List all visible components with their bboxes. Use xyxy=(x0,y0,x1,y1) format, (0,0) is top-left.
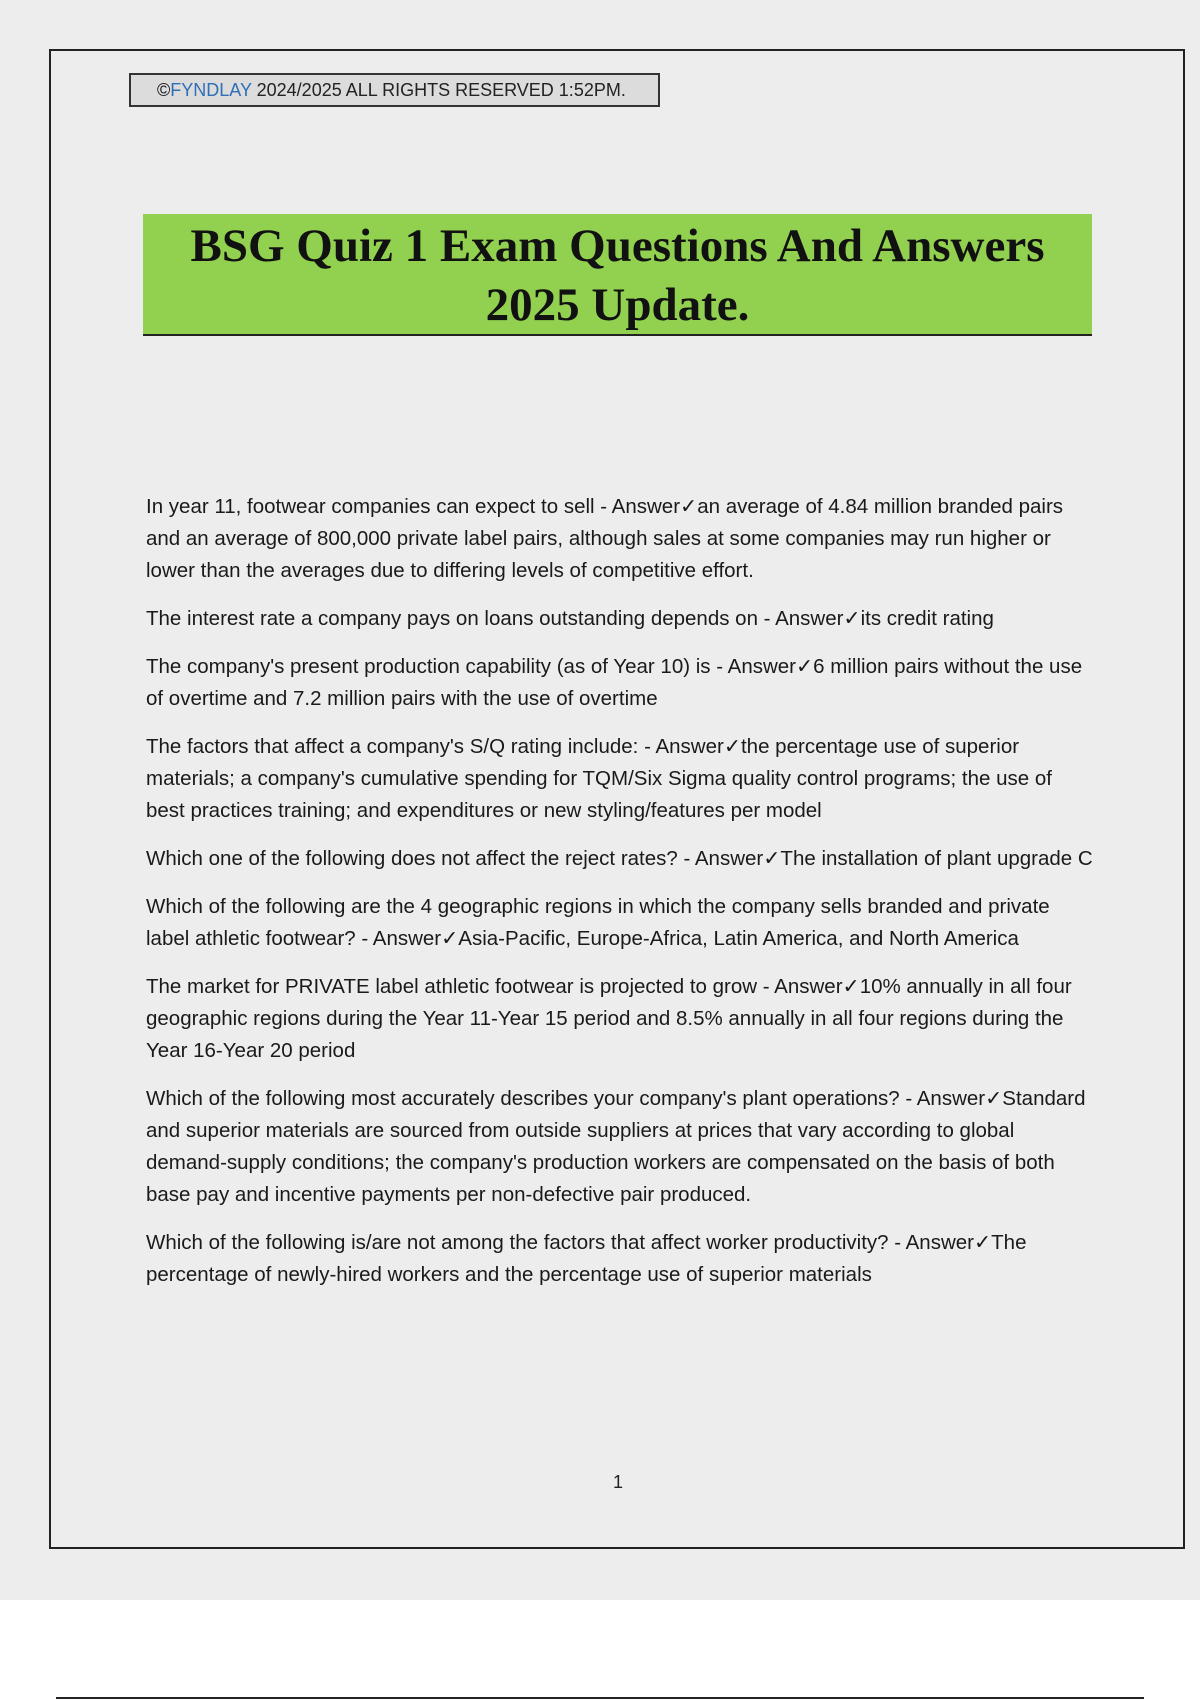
page-number: 1 xyxy=(612,1472,623,1492)
qa-item: The factors that affect a company's S/Q rating include: - Answer✓the percentage use of superior materials; a company's cumulative spending for TQM/Six Sigma quality control programs; the use of best practices training; and expenditures or new styling/features per model xyxy=(146,735,1052,822)
title-line-2: 2025 Update. xyxy=(485,279,750,331)
copyright-text: 2024/2025 ALL RIGHTS RESERVED 1:52PM. xyxy=(251,80,626,100)
qa-item: Which one of the following does not affect the reject rates? - Answer✓The installation of plant upgrade C xyxy=(146,847,1093,870)
copyright-symbol: © xyxy=(157,80,171,100)
copyright-banner xyxy=(129,73,660,107)
qa-item: The market for PRIVATE label athletic footwear is projected to grow - Answer✓10% annually in all four geographic regions during the Year 11-Year 15 period and 8.5% annually in all four regions during the Year 16-Year 20 period xyxy=(146,975,1072,1062)
footer-divider xyxy=(56,1697,1144,1699)
qa-item: Which of the following is/are not among the factors that affect worker productivity? - Answer✓The percentage of newly-hired workers and the percentage use of superior materials xyxy=(146,1231,1027,1286)
brand-name: FYNDLAY xyxy=(170,80,252,100)
title-line-1: BSG Quiz 1 Exam Questions And Answers xyxy=(190,220,1045,272)
qa-list xyxy=(146,491,1096,1307)
document-title xyxy=(143,214,1092,336)
qa-item: The interest rate a company pays on loans outstanding depends on - Answer✓its credit rating xyxy=(146,607,994,630)
qa-item: Which of the following most accurately describes your company's plant operations? - Answer✓Standard and superior materials are sourced from outside suppliers at prices that vary according to global demand-supply conditions; the company's production workers are compensated on the basis of both base pay and incentive payments per non-defective pair produced. xyxy=(146,1087,1086,1206)
qa-item: The company's present production capability (as of Year 10) is - Answer✓6 million pairs without the use of overtime and 7.2 million pairs with the use of overtime xyxy=(146,655,1083,710)
qa-item: In year 11, footwear companies can expect to sell - Answer✓an average of 4.84 million branded pairs and an average of 800,000 private label pairs, although sales at some companies may run higher or lower than the averages due to differing levels of competitive effort. xyxy=(146,495,1064,582)
qa-item: Which of the following are the 4 geographic regions in which the company sells branded and private label athletic footwear? - Answer✓Asia-Pacific, Europe-Africa, Latin America, and North America xyxy=(146,895,1050,950)
